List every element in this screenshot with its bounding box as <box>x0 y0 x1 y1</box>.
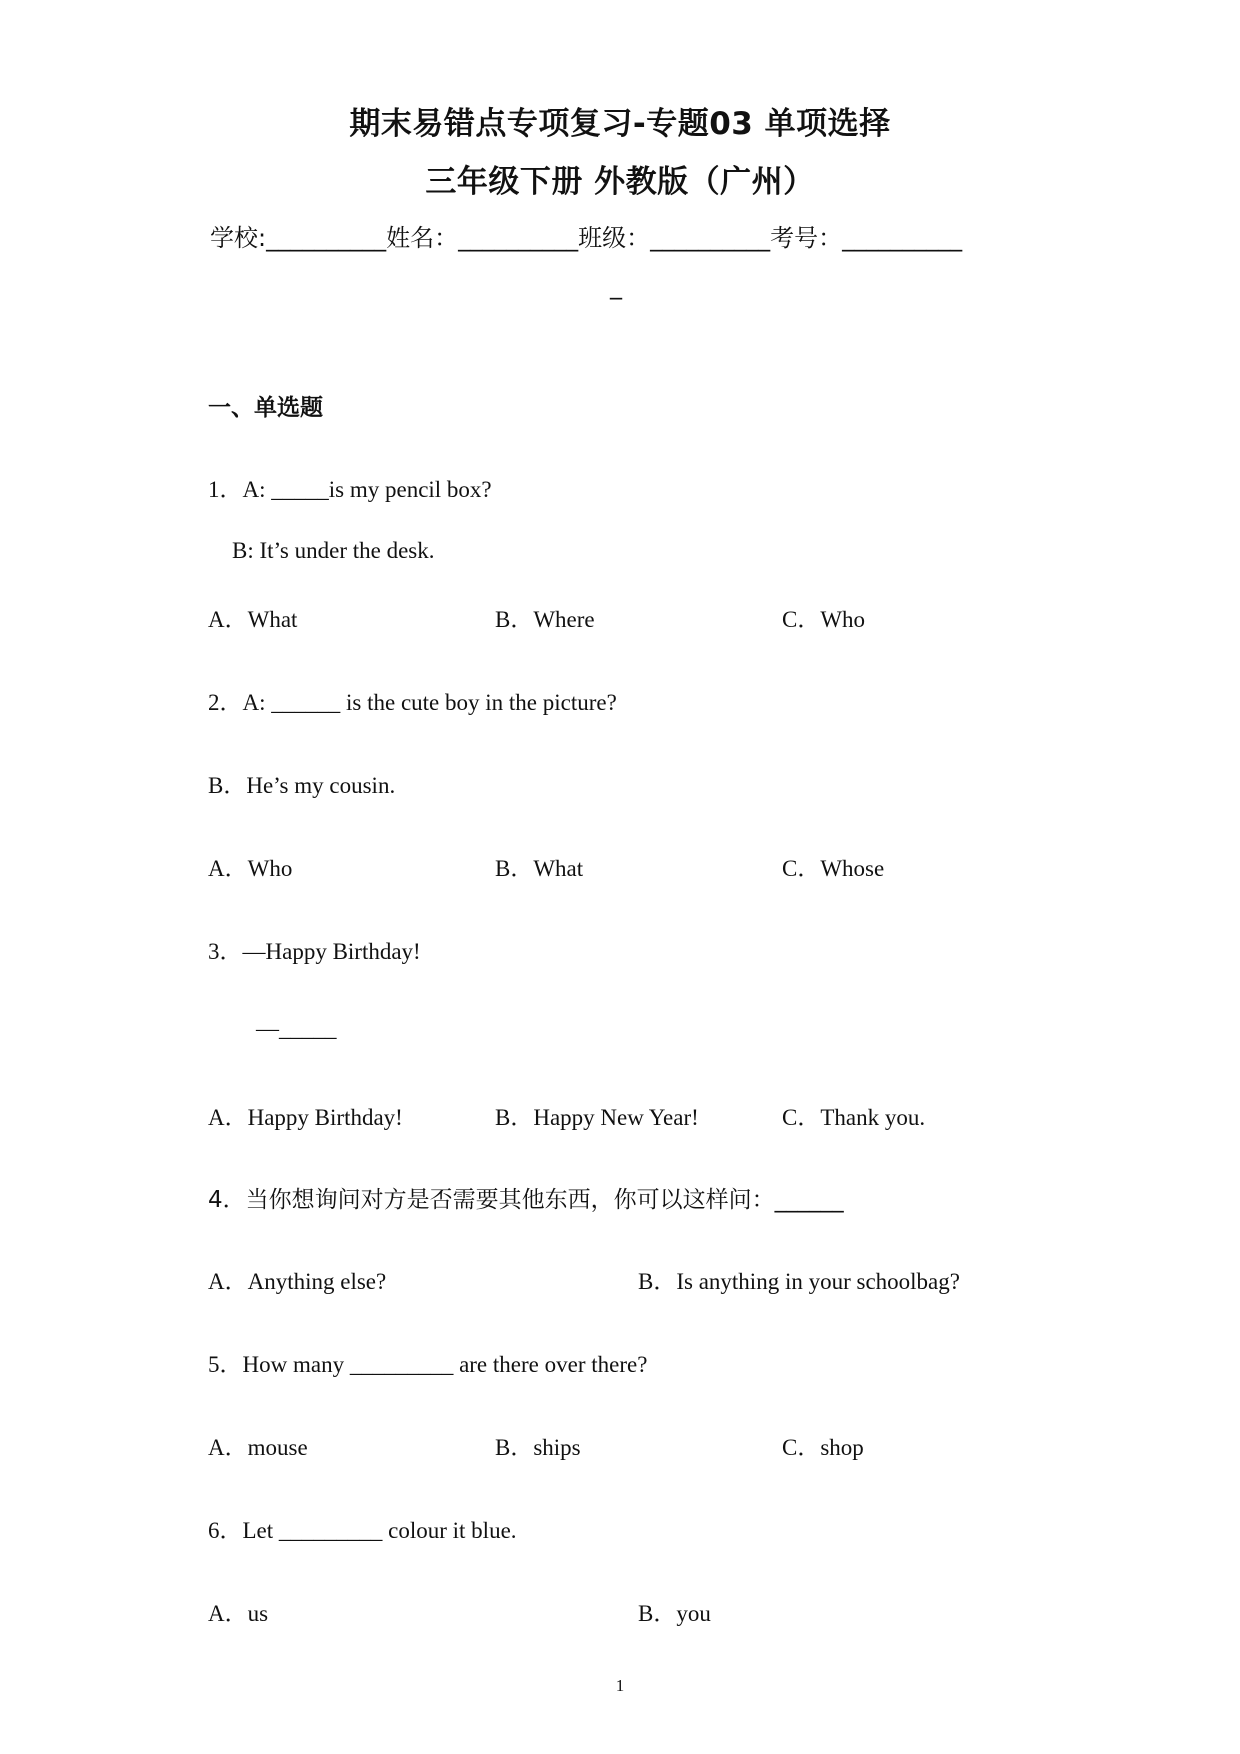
question-3-option-b[interactable]: B．Happy New Year! <box>495 1105 699 1130</box>
question-3-stem: 3．—Happy Birthday! <box>208 939 421 964</box>
question-4-option-a[interactable]: A．Anything else? <box>208 1269 387 1294</box>
question-3-option-c[interactable]: C．Thank you. <box>782 1105 926 1130</box>
question-1-dialogue: B: It’s under the desk. <box>232 538 435 563</box>
question-6-stem: 6．Let _________ colour it blue. <box>208 1518 517 1543</box>
question-3-option-a[interactable]: A．Happy Birthday! <box>208 1105 403 1130</box>
question-1-option-a[interactable]: A．What <box>208 607 298 632</box>
question-6-option-b[interactable]: B．you <box>638 1601 711 1626</box>
question-5-stem: 5．How many _________ are there over there? <box>208 1352 648 1377</box>
document-subtitle: 三年级下册 外教版（广州） <box>425 164 815 200</box>
question-2-stem: 2．A: ______ is the cute boy in the picture? <box>208 690 617 715</box>
question-2-option-c[interactable]: C．Whose <box>782 856 885 881</box>
question-2-option-b[interactable]: B．What <box>495 856 584 881</box>
question-4-option-b[interactable]: B．Is anything in your schoolbag? <box>638 1269 960 1294</box>
question-1-stem: 1．A: _____is my pencil box? <box>208 477 492 502</box>
question-2-option-a[interactable]: A．Who <box>208 856 293 881</box>
question-1-option-c[interactable]: C．Who <box>782 607 866 632</box>
question-5-option-b[interactable]: B．ships <box>495 1435 581 1460</box>
question-5-option-c[interactable]: C．shop <box>782 1435 864 1460</box>
question-4-stem: 4．当你想询问对方是否需要其他东西，你可以这样问：______ <box>208 1187 844 1213</box>
document-title: 期末易错点专项复习-专题03 单项选择 <box>349 106 891 142</box>
question-6-option-a[interactable]: A．us <box>208 1601 269 1626</box>
question-5-option-a[interactable]: A．mouse <box>208 1435 308 1460</box>
section-title: 一、单选题 <box>208 395 323 421</box>
question-3-dialogue: —_____ <box>256 1016 337 1041</box>
page-number: 1 <box>615 1676 625 1695</box>
question-1-option-b[interactable]: B．Where <box>495 607 595 632</box>
student-info-overflow: _ <box>610 272 622 300</box>
student-info-line: 学校:__________姓名：__________班级：__________考号：__________ <box>210 224 963 252</box>
question-2-dialogue: B．He’s my cousin. <box>208 773 396 798</box>
